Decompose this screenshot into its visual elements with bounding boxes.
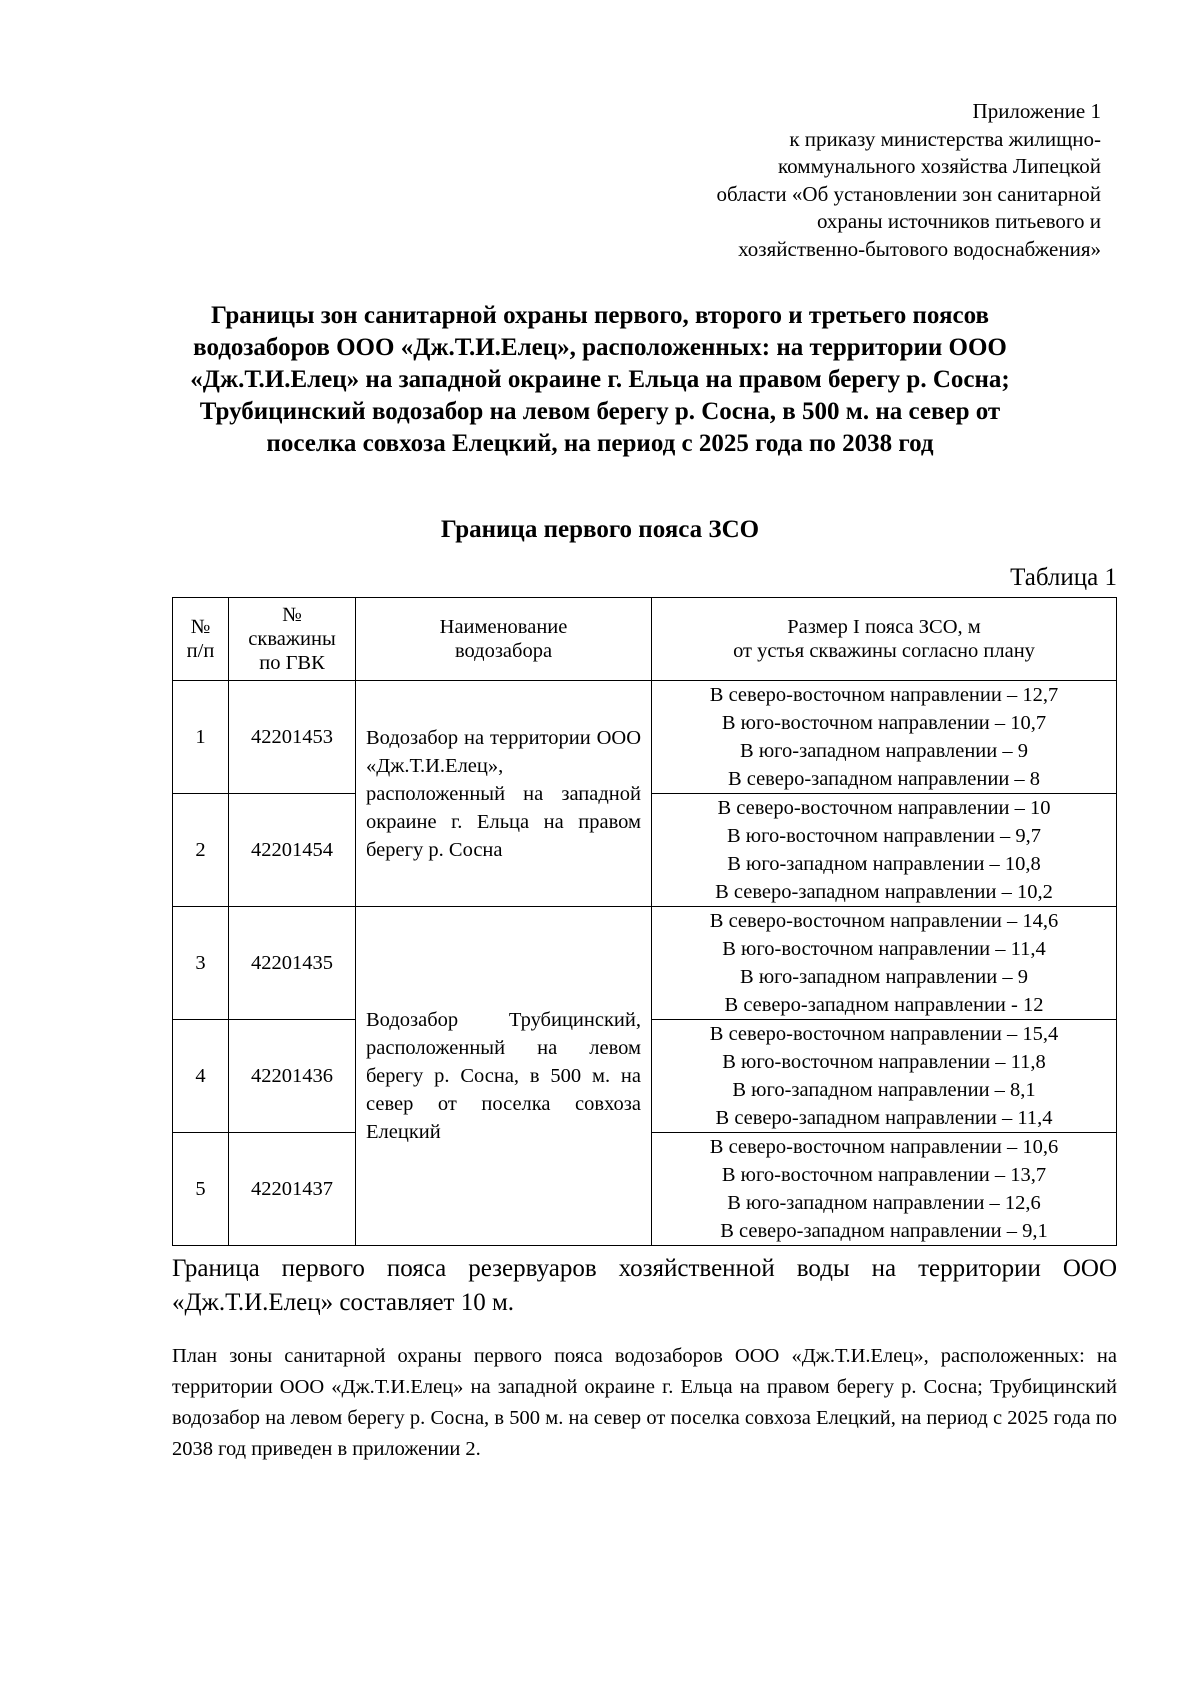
appendix-line: хозяйственно-бытового водоснабжения» bbox=[738, 236, 1101, 261]
appendix-header bbox=[581, 98, 1101, 263]
zone-size: В северо-восточном направлении – 12,7 В юго-восточном направлении – 10,7 В юго-западном направлении – 9 В северо-западном направлении – 8 bbox=[652, 681, 1117, 794]
appendix-line: Приложение 1 bbox=[972, 99, 1101, 123]
row-num: 4 bbox=[173, 1020, 229, 1133]
row-num: 2 bbox=[173, 794, 229, 907]
title-line: «Дж.Т.И.Елец» на западной окраине г. Ельца на правом берегу р. Сосна; bbox=[190, 366, 1010, 393]
table-row bbox=[173, 681, 1117, 794]
title-line: водозаборов ООО «Дж.Т.И.Елец», расположенных: на территории ООО bbox=[193, 334, 1007, 361]
appendix-line: к приказу министерства жилищно- bbox=[789, 126, 1101, 151]
row-num: 3 bbox=[173, 907, 229, 1020]
table-row bbox=[173, 907, 1117, 1020]
title-line: Трубицинский водозабор на левом берегу р. Сосна, в 500 м. на север от bbox=[199, 398, 1001, 425]
title-line: Границы зон санитарной охраны первого, второго и третьего поясов bbox=[211, 302, 989, 329]
header-well: № скважины по ГВК bbox=[229, 598, 356, 681]
well-number: 42201454 bbox=[229, 794, 356, 907]
header-num: № п/п bbox=[173, 598, 229, 681]
title-line: поселка совхоза Елецкий, на период с 2025 года по 2038 год bbox=[266, 430, 934, 457]
well-number: 42201436 bbox=[229, 1020, 356, 1133]
zone-size: В северо-восточном направлении – 14,6 В юго-восточном направлении – 11,4 В юго-западном направлении – 9 В северо-западном направлении - 12 bbox=[652, 907, 1117, 1020]
appendix-line: области «Об установлении зон санитарной bbox=[716, 181, 1101, 206]
plan-note-paragraph: План зоны санитарной охраны первого пояса водозаборов ООО «Дж.Т.И.Елец», расположенных: на территории ООО «Дж.Т.И.Елец» на западной окраине г. Ельца на правом берегу р. Сосна; Трубицинский водозабор на левом берегу р. Сосна, в 500 м. на север от поселка совхоза Елецкий, на период с 2025 года по 2038 год приведен в приложении 2. bbox=[172, 1345, 1117, 1460]
section-title: Граница первого пояса ЗСО bbox=[440, 516, 760, 543]
table-label: Таблица 1 bbox=[1010, 564, 1117, 591]
zso-table bbox=[172, 597, 1117, 1246]
intake-name: Водозабор Трубицинский, расположенный на левом берегу р. Сосна, в 500 м. на север от поселка совхоза Елецкий bbox=[356, 907, 652, 1246]
appendix-line: коммунального хозяйства Липецкой bbox=[778, 154, 1101, 178]
zone-size: В северо-восточном направлении – 15,4 В юго-восточном направлении – 11,8 В юго-западном направлении – 8,1 В северо-западном направлении – 11,4 bbox=[652, 1020, 1117, 1133]
document-title bbox=[150, 300, 1050, 460]
appendix-line: охраны источников питьевого и bbox=[816, 209, 1101, 233]
well-number: 42201437 bbox=[229, 1133, 356, 1246]
header-name: Наименование водозабора bbox=[356, 598, 652, 681]
header-size: Размер I пояса ЗСО, м от устья скважины согласно плану bbox=[652, 598, 1117, 681]
row-num: 5 bbox=[173, 1133, 229, 1246]
well-number: 42201435 bbox=[229, 907, 356, 1020]
well-number: 42201453 bbox=[229, 681, 356, 794]
row-num: 1 bbox=[173, 681, 229, 794]
reservoir-boundary-text: Граница первого пояса резервуаров хозяйственной воды на территории ООО «Дж.Т.И.Елец» составляет 10 м. bbox=[172, 1255, 1117, 1316]
table-header-row bbox=[173, 598, 1117, 681]
intake-name: Водозабор на территории ООО «Дж.Т.И.Елец», расположенный на западной окраине г. Ельца на правом берегу р. Сосна bbox=[356, 681, 652, 907]
zone-size: В северо-восточном направлении – 10 В юго-восточном направлении – 9,7 В юго-западном направлении – 10,8 В северо-западном направлении – 10,2 bbox=[652, 794, 1117, 907]
zone-size: В северо-восточном направлении – 10,6 В юго-восточном направлении – 13,7 В юго-западном направлении – 12,6 В северо-западном направлении – 9,1 bbox=[652, 1133, 1117, 1246]
